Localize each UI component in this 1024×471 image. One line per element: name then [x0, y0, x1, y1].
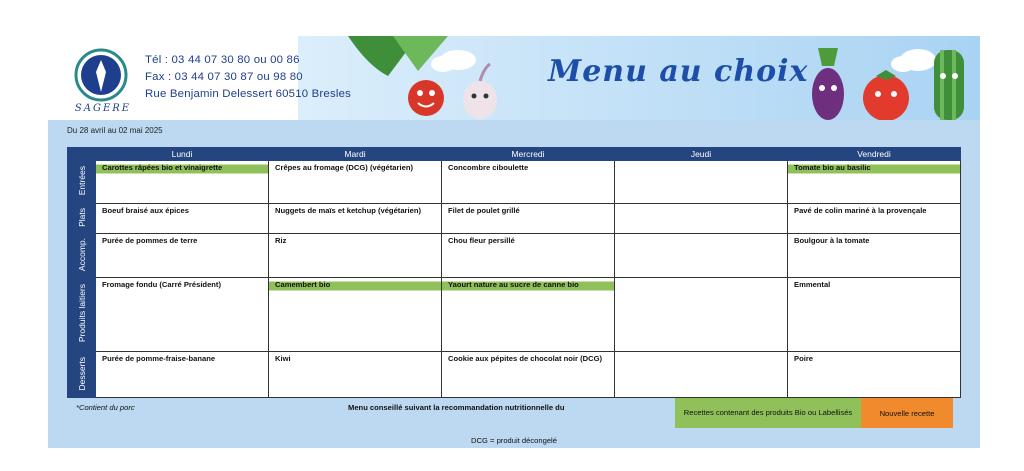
menu-cell: Emmental	[788, 278, 961, 352]
nutrition-note: Menu conseillé suivant la recommandation nutritionnelle du	[348, 403, 565, 412]
menu-cell: Cookie aux pépites de chocolat noir (DCG)	[442, 352, 615, 398]
menu-cell	[615, 161, 788, 204]
svg-text:SAGERE: SAGERE	[74, 103, 132, 114]
row-desserts	[68, 352, 961, 398]
row-label: Entrées	[68, 161, 96, 204]
menu-cell	[615, 204, 788, 234]
menu-sheet	[48, 36, 980, 448]
menu-cell: Purée de pommes de terre	[96, 234, 269, 278]
row-label: Produits laitiers	[68, 278, 96, 352]
sagere-logo	[68, 42, 138, 114]
legend-bio: Recettes contenant des produits Bio ou Labellisés	[675, 398, 861, 428]
row-label: Plats	[68, 204, 96, 234]
menu-cell: Poire	[788, 352, 961, 398]
menu-cell: Kiwi	[269, 352, 442, 398]
row-label: Accomp.	[68, 234, 96, 278]
address: Rue Benjamin Delessert 60510 Bresles	[145, 88, 352, 100]
menu-cell: Fromage fondu (Carré Président)	[96, 278, 269, 352]
header-banner	[48, 36, 980, 120]
menu-cell: Riz	[269, 234, 442, 278]
menu-cell	[615, 234, 788, 278]
menu-table	[67, 147, 961, 398]
menu-cell: Boulgour à la tomate	[788, 234, 961, 278]
menu-cell: Filet de poulet grillé	[442, 204, 615, 234]
day-header: Mardi	[269, 148, 442, 161]
porc-note: *Contient du porc	[76, 403, 135, 412]
row-entrees	[68, 161, 961, 204]
menu-cell: Crêpes au fromage (DCG) (végétarien)	[269, 161, 442, 204]
contact-block	[145, 52, 351, 103]
menu-cell	[615, 352, 788, 398]
day-header: Jeudi	[615, 148, 788, 161]
page-title: Menu au choix	[548, 54, 809, 89]
menu-cell: Pavé de colin mariné à la provençale	[788, 204, 961, 234]
row-produits-laitiers	[68, 278, 961, 352]
fax: Fax : 03 44 07 30 87 ou 98 80	[145, 71, 303, 83]
row-label: Desserts	[68, 352, 96, 398]
menu-cell	[615, 278, 788, 352]
menu-cell: Chou fleur persillé	[442, 234, 615, 278]
menu-cell: Concombre ciboulette	[442, 161, 615, 204]
menu-cell: Carottes râpées bio et vinaigrette	[96, 161, 269, 204]
menu-cell: Boeuf braisé aux épices	[96, 204, 269, 234]
menu-cell: Purée de pomme-fraise-banane	[96, 352, 269, 398]
row-plats	[68, 204, 961, 234]
day-header: Vendredi	[788, 148, 961, 161]
row-accomp	[68, 234, 961, 278]
day-header: Mercredi	[442, 148, 615, 161]
day-header: Lundi	[96, 148, 269, 161]
menu-cell: Tomate bio au basilic	[788, 161, 961, 204]
date-range: Du 28 avril au 02 mai 2025	[67, 126, 163, 135]
table-corner	[68, 148, 96, 161]
telephone: Tél : 03 44 07 30 80 ou 00 86	[145, 54, 300, 66]
menu-cell: Camembert bio	[269, 278, 442, 352]
menu-cell: Yaourt nature au sucre de canne bio	[442, 278, 615, 352]
menu-cell: Nuggets de maïs et ketchup (végétarien)	[269, 204, 442, 234]
dcg-note: DCG = produit décongelé	[471, 436, 557, 445]
legend-new-recipe: Nouvelle recette	[861, 398, 953, 428]
